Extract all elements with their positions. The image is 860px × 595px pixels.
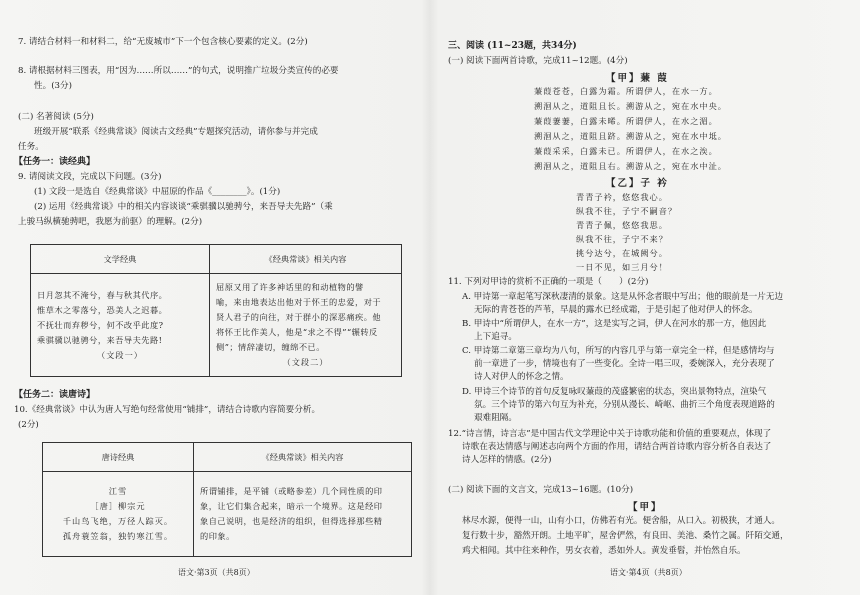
- question-9: 9. 请阅读文段，完成以下问题。(3分): [18, 172, 162, 182]
- option-a-line: A. 甲诗第一章起笔写深秋凄清的景象。这是从怀念者眼中写出；他的眼前是一片无边: [462, 292, 784, 302]
- activity-intro-line-1: 班级开展“联系《经典常谈》阅读古文经典”专题探究活动，请你参与并完成: [34, 127, 318, 137]
- poem-jia-line: 溯洄从之，道阻且右。溯游从之，宛在水中沚。: [534, 161, 727, 171]
- question-10-line-2: (2分): [18, 420, 39, 430]
- question-12-line: 诗歌在表达情感与阐述志向两个方面的作用，请结合两首诗歌内容分析各自表达了: [462, 442, 772, 452]
- poem-yi: [576, 190, 716, 274]
- prose-jia: [462, 514, 857, 559]
- excerpt-2-line: 屈原又用了许多神话里的和动植物的譬: [216, 282, 364, 292]
- question-9-part-2-line-1: (2) 运用《经典常谈》中的相关内容谈谈“乘骐骥以驰骋兮，来吾导夫先路”（乘: [34, 202, 333, 212]
- question-12-line: 12.“诗言情，诗言志”是中国古代文学理论中关于诗歌功能和价值的重要观点，体现了: [448, 429, 772, 439]
- poem-line: 千山鸟飞绝，万径人踪灭。: [62, 516, 174, 526]
- option-d[interactable]: [462, 386, 852, 425]
- page-3: [0, 0, 428, 595]
- table2-poem-cell: [43, 472, 194, 557]
- poem-jia: [534, 84, 784, 174]
- poem-jia-line: 蒹葭采采，白露未已。所谓伊人，在水之涘。: [534, 146, 718, 156]
- prose-jia-label: 【甲】: [628, 502, 663, 513]
- table1-header-1: 文学经典: [31, 245, 210, 274]
- question-10-line-1: 10.《经典常谈》中认为唐人写绝句经常使用“铺排”，请结合诗歌内容简要分析。: [14, 405, 321, 415]
- excerpt-2-line: 侧”；情辞凄切，缠绵不已。: [216, 342, 325, 352]
- prose-line: 复行数十步，豁然开朗。土地平旷，屋舍俨然，有良田、美池、桑竹之属。阡陌交通，: [462, 531, 789, 541]
- subsection-poems: (一) 阅读下面两首诗歌，完成11~12题。(4分): [448, 56, 628, 66]
- option-b-line: B. 甲诗中“所谓伊人，在水一方”，这是实写之词，伊人在河水的那一方，他因此: [462, 319, 767, 329]
- poem-line: 孤舟蓑笠翁，独钓寒江雪。: [62, 531, 174, 541]
- option-d-line: 艰难阻隔。: [474, 413, 517, 423]
- poem-author: ［唐］柳宗元: [90, 501, 146, 511]
- excerpt-2-line: 将怀王比作美人，他是“求之不得”“辗转反: [216, 327, 378, 337]
- option-c-line: 前一章进了一步，情境也有了一些变化。全诗一唱三叹，委婉深入，充分表现了: [474, 359, 775, 369]
- section-famous-books: (二) 名著阅读 (5分): [18, 112, 94, 122]
- excerpt-2-line: 贤人君子的向往，对于群小的深恶痛疾。他: [216, 312, 382, 322]
- option-c-line: C. 甲诗第二章第三章均为八句，所写的内容几乎与第一章完全一样，但是感情均与: [462, 346, 775, 356]
- option-c[interactable]: [462, 345, 852, 384]
- table1-excerpt-2-cell: [210, 274, 402, 377]
- question-8-line-1: 8. 请根据材料三图表，用“因为……所以……”的句式，说明推广垃圾分类宣传的必要: [18, 66, 339, 76]
- excerpt-2-tag: （文段二）: [282, 357, 329, 367]
- option-a-line: 无际的青苍苍的芦苇，早晨的露水已经成霜，于是引起了他对伊人的怀念。: [474, 305, 758, 315]
- excerpt-2-line: 喻，来由地表达出他对于怀王的忠爱，对于: [216, 297, 382, 307]
- prose-line: 鸡犬相闻。其中往来种作，男女衣着，悉如外人。黄发垂髫，并怡然自乐。: [462, 546, 746, 556]
- option-b[interactable]: [462, 318, 852, 344]
- poem-yi-line: 纵我不往，子宁不嗣音？: [576, 206, 678, 216]
- page-4: [432, 0, 860, 595]
- question-8-line-2: 性。(3分): [34, 81, 72, 91]
- poem-yi-title: 【乙】子 衿: [606, 178, 669, 189]
- task-1-label: 【任务一：读经典】: [14, 157, 96, 167]
- table2-header-2: 《经典常谈》相关内容: [194, 443, 412, 472]
- poem-jia-line: 溯洄从之，道阻且长。溯游从之，宛在水中央。: [534, 101, 727, 111]
- poem-yi-line: 青青子佩，悠悠我思。: [576, 220, 668, 230]
- poem-yi-line: 挑兮达兮，在城阙兮。: [576, 248, 668, 258]
- prose-line: 林尽水源，便得一山，山有小口，仿佛若有光。便舍船，从口入。初极狭，才通人。: [462, 516, 780, 526]
- section-reading: 三、阅读 (11~23题，共34分): [448, 41, 577, 51]
- question-11: 11. 下列对甲诗的赏析不正确的一项是（ ）(2分): [448, 277, 649, 287]
- poem-yi-line: 纵我不往，子宁不来？: [576, 234, 668, 244]
- excerpt-1-tag: （文段一）: [97, 349, 143, 360]
- poem-title: 江雪: [108, 486, 128, 496]
- excerpt-1-line: 乘骐骥以驰骋兮，来吾导夫先路!: [37, 334, 163, 345]
- poem-jia-title: 【甲】蒹 葭: [606, 73, 669, 84]
- question-12: [448, 428, 853, 467]
- question-9-part-2-line-2: 上骏马纵横驰骋吧，我愿为前驱）的理解。(2分): [18, 217, 203, 227]
- table-literature-classics: [30, 244, 402, 377]
- poem-yi-line: 一日不见，如三月兮！: [576, 262, 668, 272]
- page-footer-3: 语文·第3页（共8页）: [178, 568, 255, 577]
- subsection-classical-prose: (二) 阅读下面的文言文，完成13~16题。(10分): [448, 485, 634, 495]
- table1-excerpt-1-cell: [31, 274, 210, 377]
- option-d-line: 氛。三个诗节的第六句互为补充，分别从漫长、崎岖、曲折三个角度表现道路的: [474, 400, 775, 410]
- commentary-line: 象自己说明，也是经济的组织，但得选择那些精: [200, 516, 383, 526]
- excerpt-1-line: 不抚壮而弃秽兮，何不改乎此度?: [37, 319, 164, 330]
- question-7: 7. 请结合材料一和材料二，给“无废城市”下一个包含核心要素的定义。(2分): [18, 37, 308, 47]
- task-2-label: 【任务二：读唐诗】: [14, 390, 96, 400]
- poem-yi-line: 青青子衿，悠悠我心。: [576, 192, 668, 202]
- table2-commentary-cell: [194, 472, 412, 557]
- table1-header-2: 《经典常谈》相关内容: [210, 245, 402, 274]
- poem-jia-line: 溯洄从之，道阻且跻。溯游从之，宛在水中坻。: [534, 131, 727, 141]
- commentary-line: 象，让它们集合起来，暗示一个境界。这是经印: [200, 501, 383, 511]
- option-a[interactable]: [462, 291, 852, 317]
- page-footer-4: 语文·第4页（共8页）: [610, 568, 687, 577]
- question-9-part-1: (1) 文段一是选自《经典常谈》中屈原的作品《________》。(1分): [34, 187, 281, 197]
- option-c-line: 诗人对伊人的怀念之情。: [474, 372, 569, 382]
- activity-intro-line-2: 任务。: [18, 142, 44, 152]
- question-12-line: 诗人怎样的情感。(2分): [462, 455, 552, 465]
- commentary-line: 所谓铺排，是平铺（或略参差）几个同性质的印: [200, 486, 383, 496]
- table2-header-1: 唐诗经典: [43, 443, 194, 472]
- excerpt-1-line: 惟草木之零落兮，恐美人之迟暮。: [37, 304, 168, 315]
- table-tang-poetry: [42, 442, 412, 557]
- poem-jia-line: 蒹葭萋萋，白露未晞。所谓伊人，在水之湄。: [534, 116, 718, 126]
- commentary-line: 的印象。: [200, 531, 235, 541]
- poem-jia-line: 蒹葭苍苍，白露为霜。所谓伊人，在水一方。: [534, 86, 718, 96]
- excerpt-1-line: 日月忽其不淹兮，春与秋其代序。: [37, 289, 168, 300]
- option-d-line: D. 甲诗三个诗节的首句反复咏叹蒹葭的茂盛繁密的状态，突出景物特点，渲染气: [462, 387, 767, 397]
- option-b-line: 上下追寻。: [474, 332, 517, 342]
